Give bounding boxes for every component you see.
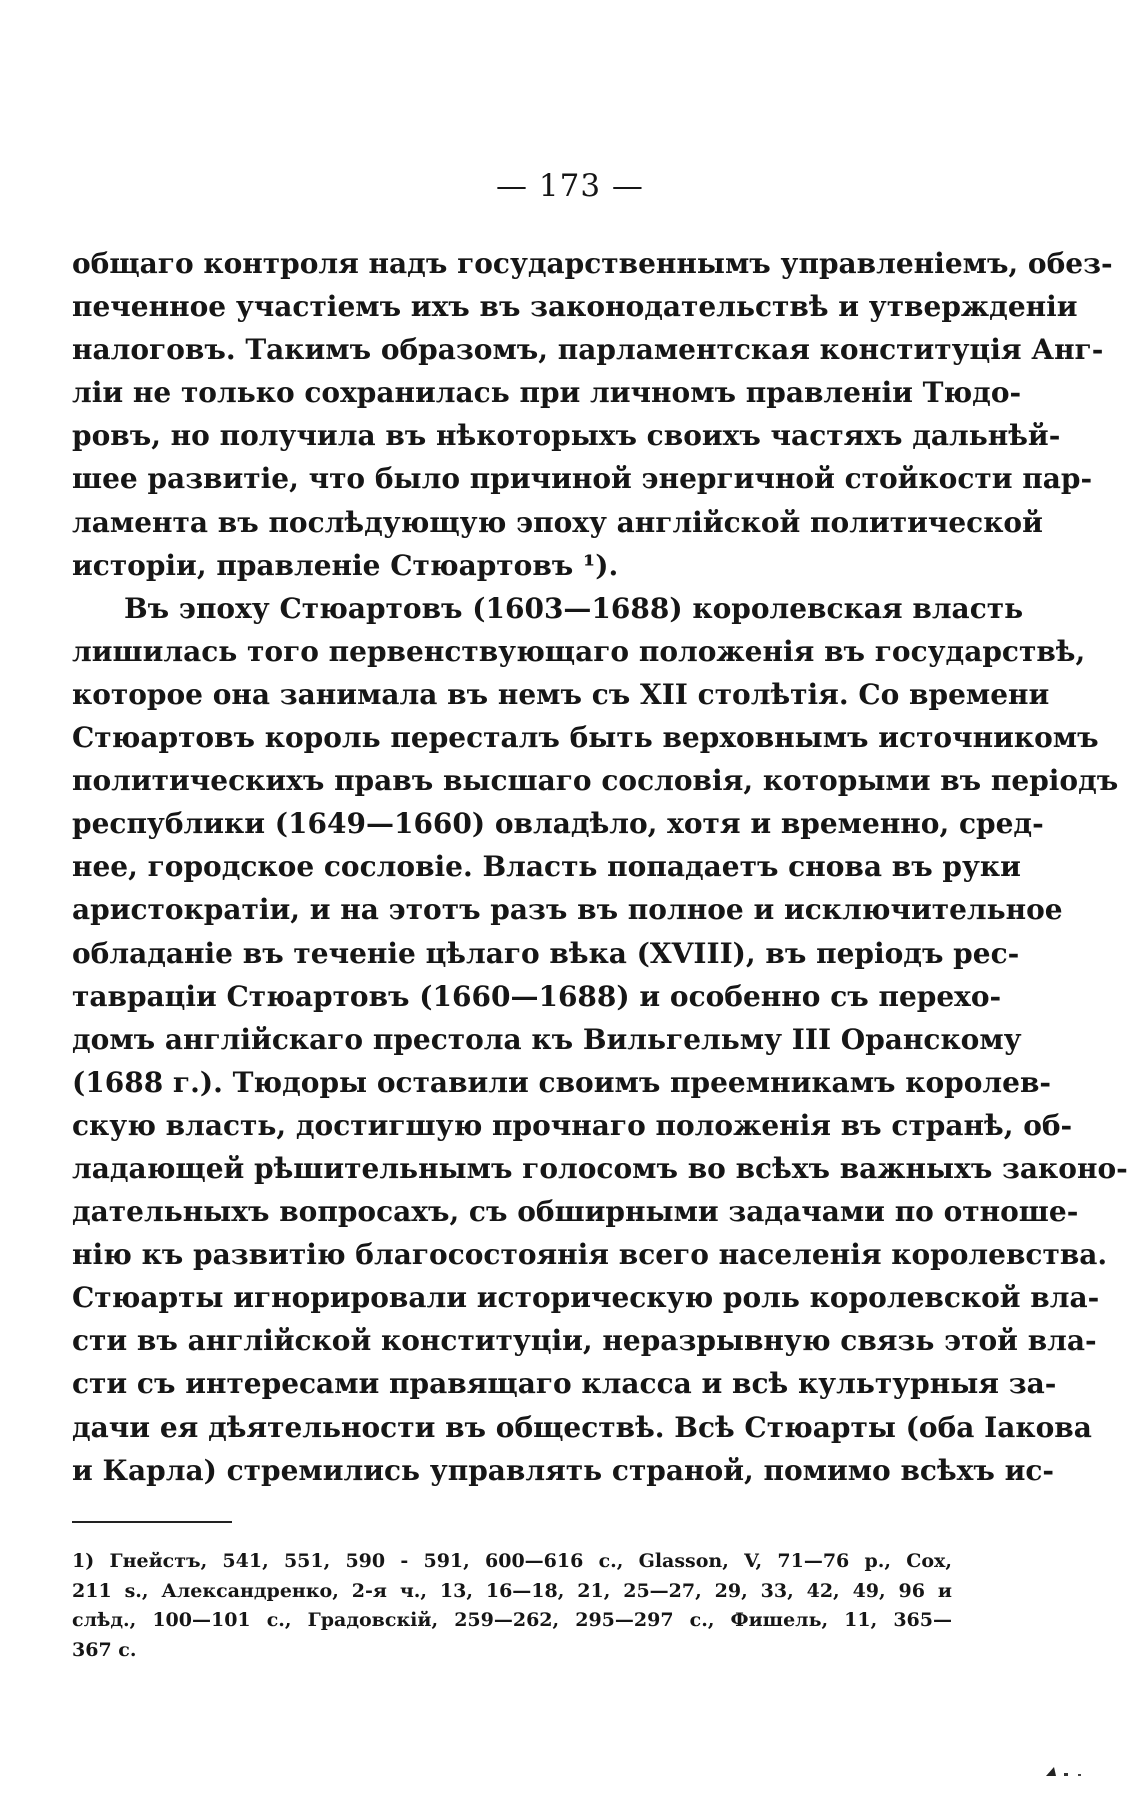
text-line: Стюартовъ король пересталъ быть верховнымъ источникомъ [72,721,1099,755]
text-line: (1688 г.). Тюдоры оставили своимъ преемникамъ королев- [72,1065,1052,1099]
text-line: республики (1649—1660) овладѣло, хотя и временно, сред- [72,807,1044,841]
text-line: Стюарты игнорировали историческую роль королевской вла- [72,1281,1100,1315]
text-line: скую власть, достигшую прочнаго положенія въ странѣ, об- [72,1108,1073,1142]
text-line: налоговъ. Такимъ образомъ, парламентская конституція Анг- [72,333,1104,367]
text-line: политическихъ правъ высшаго сословія, которыми въ періодъ [72,764,1119,798]
text-line: ровъ, но получила въ нѣкоторыхъ своихъ частяхъ дальнѣй- [72,419,1061,453]
text-line: дательныхъ вопросахъ, съ обширными задачами по отноше- [72,1195,1079,1229]
footnote-line: слѣд., 100—101 с., Градовскій, 259—262, 295—297 с., Фишель, 11, 365— [72,1609,952,1631]
text-line: аристократіи, и на этотъ разъ въ полное и исключительное [72,893,1063,927]
text-line: нее, городское сословіе. Власть попадаетъ снова въ руки [72,850,1021,884]
footnotes [72,1547,952,1665]
text-line: сти въ англійской конституціи, неразрывную связь этой вла- [72,1324,1097,1358]
footnote-line: 367 с. [72,1638,137,1661]
text-line: лишилась того первенствующаго положенія въ государствѣ, [72,634,1086,668]
text-line: шее развитіе, что было причиной энергичной стойкости пар- [72,462,1093,496]
text-line: домъ англійскаго престола къ Вильгельму III Оранскому [72,1022,1022,1056]
text-line: тавраціи Стюартовъ (1660—1688) и особенно съ перехо- [72,979,1002,1013]
footnote-line: 211 s., Александренко, 2-я ч., 13, 16—18, 21, 25—27, 29, 33, 42, 49, 96 и [72,1579,952,1602]
footnote-line: 1) Гнейстъ, 541, 551, 590 - 591, 600—616 с., Glasson, V, 71—76 р., Cox, [72,1550,952,1572]
scan-corner-mark [1044,1764,1104,1778]
text-line: и Карла) стремились управлять страной, помимо всѣхъ ис- [72,1453,1055,1487]
text-line: ладающей рѣшительнымъ голосомъ во всѣхъ важныхъ законо- [72,1151,1128,1185]
text-line: обладаніе въ теченіе цѣлаго вѣка (XVIII), въ періодъ рес- [72,936,1020,970]
text-line: которое она занимала въ немъ съ XII столѣтія. Со времени [72,677,1050,711]
text-line: печенное участіемъ ихъ въ законодательствѣ и утвержденіи [72,290,1078,324]
paragraph-start-line: Въ эпоху Стюартовъ (1603—1688) королевская власть [124,591,1024,625]
text-line: ліи не только сохранилась при личномъ правленіи Тюдо- [72,376,1022,410]
text-line: нію къ развитію благосостоянія всего населенія королевства. [72,1238,1108,1272]
text-line: общаго контроля надъ государственнымъ управленіемъ, обез- [72,247,1113,280]
text-line: дачи ея дѣятельности въ обществѣ. Всѣ Стюарты (оба Іакова [72,1410,1092,1444]
text-line: исторіи, правленіе Стюартовъ ¹). [72,548,619,582]
text-line: сти съ интересами правящаго класса и всѣ культурныя за- [72,1367,1057,1401]
footnote-divider [72,1521,232,1523]
page-number: — 173 — [496,168,644,204]
text-line: ламента въ послѣдующую эпоху англійской политической [72,505,1043,539]
body-text [72,242,1128,1492]
